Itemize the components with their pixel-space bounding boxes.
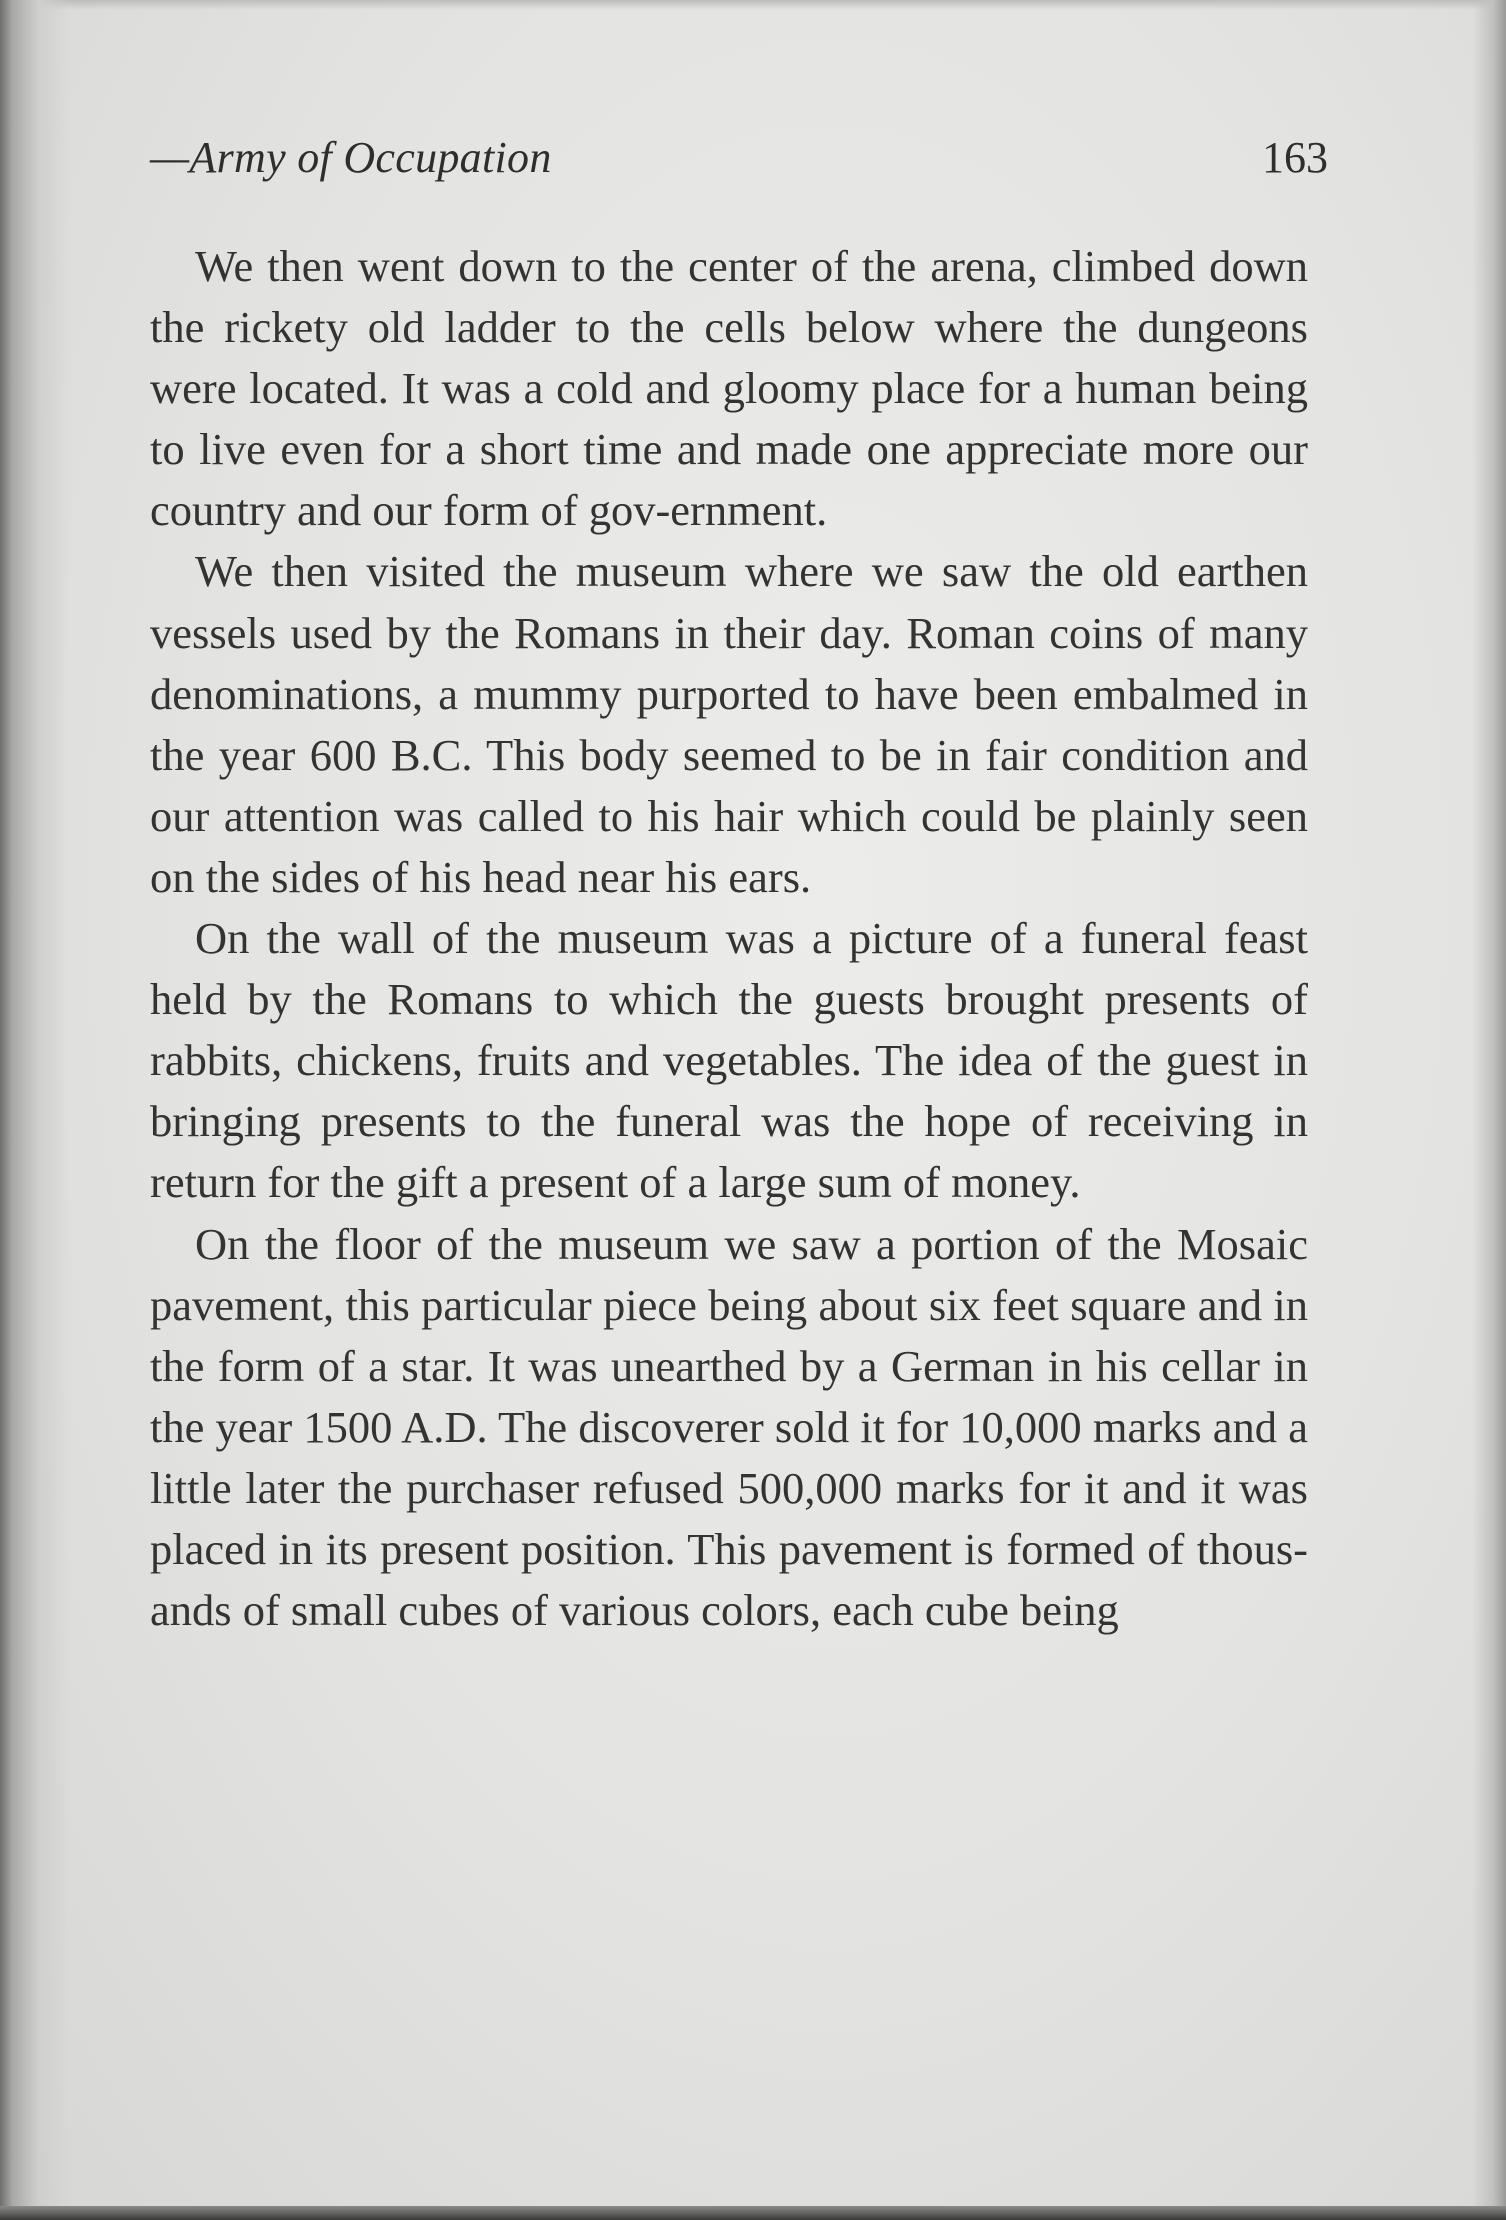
running-title: —Army of Occupation <box>150 133 552 182</box>
paragraph: We then visited the museum where we saw the old earthen vessels used by the Romans in their day. Roman coins of many denominations, a mummy purported to have been embalmed in the year 600 B.C. This body seemed to be in fair condition and our attention was called to his hair which could be plainly seen on the sides of his head near his ears. <box>150 546 1308 902</box>
page-bottom-edge <box>0 2206 1506 2220</box>
binding-gutter-shadow <box>0 0 70 2220</box>
page-top-edge <box>0 0 1506 10</box>
paragraph: On the floor of the museum we saw a portion of the Mosaic pavement, this particular piece being about six feet square and in the form of a star. It was unearthed by a German in his cellar in the year 1500 A.D. The discoverer sold it for 10,000 marks and a little later the purchaser refused 500,000 marks for it and it was placed in its present position. This pavement is formed of thous-ands of small cubes of various colors, each cube being <box>150 1218 1308 1636</box>
paragraph: We then went down to the center of the arena, climbed down the rickety old ladder to the cells below where the dungeons were located. It was a cold and gloomy place for a human being to live even for a short time and made one appreciate more our country and our form of gov-ernment. <box>150 241 1308 536</box>
page-number: 163 <box>1262 133 1328 182</box>
paragraph: On the wall of the museum was a picture of a funeral feast held by the Romans to which the guests brought presents of rabbits, chickens, fruits and vegetables. The idea of the guest in bringing presents to the funeral was the hope of receiving in return for the gift a present of a large sum of money. <box>150 913 1308 1208</box>
body-text <box>150 236 1308 1641</box>
running-header <box>150 132 1328 192</box>
page-right-edge <box>1472 0 1506 2220</box>
